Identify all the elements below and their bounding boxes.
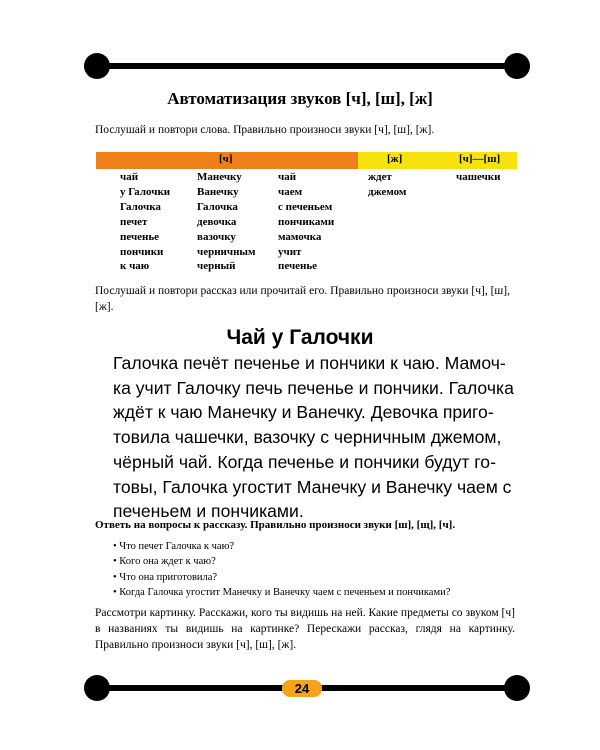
word: Ванечку — [197, 185, 239, 198]
word: пончиками — [278, 215, 335, 228]
question-item: • Кого она ждет к чаю? — [113, 556, 216, 568]
word: печет — [120, 215, 148, 228]
instruction-story: Послушай и повтори рассказ или прочитай его. Правильно произноси звуки [ч], [ш], [ж]. — [95, 285, 510, 313]
word: с печеньем — [278, 200, 333, 213]
word: черный — [197, 260, 236, 273]
story-line: ждёт к чаю Манечку и Ванечку. Девочка приго- — [113, 402, 494, 423]
story-line: товы, Галочка угостит Манечку и Ванечку чаем с — [113, 476, 512, 497]
story-text — [113, 351, 514, 524]
word: у Галочки — [120, 185, 171, 198]
questions-list — [113, 539, 450, 600]
top-right-dot — [504, 53, 530, 79]
word: Галочка — [120, 200, 161, 213]
word: чай — [278, 171, 297, 183]
word: вазочку — [197, 230, 236, 243]
top-rule — [92, 63, 516, 69]
word: чаем — [278, 185, 303, 198]
word: ждет — [368, 171, 392, 183]
word: чай — [120, 171, 139, 183]
table-header-ch-sh: [ч]—[ш] — [459, 153, 501, 165]
story-title: Чай у Галочки — [226, 326, 374, 349]
word: чашечки — [456, 171, 501, 183]
word: печенье — [120, 230, 160, 243]
story-line: Галочка печёт печенье и пончики к чаю. Мамоч- — [113, 353, 506, 373]
table-header-ch: [ч] — [219, 153, 233, 165]
bottom-right-dot — [504, 675, 530, 701]
word-column-5 — [456, 170, 500, 185]
bottom-left-dot — [84, 675, 110, 701]
question-item: • Что она приготовила? — [113, 571, 218, 583]
word: Галочка — [197, 200, 238, 213]
table-header-zh: [ж] — [387, 153, 403, 165]
question-item: • Когда Галочка угостит Манечку и Ванечку чаем с печеньем и пончиками? — [113, 586, 451, 598]
word: девочка — [197, 215, 237, 228]
instruction-picture: Рассмотри картинку. Расскажи, кого ты видишь на ней. Какие предметы со звуком [ч] в названиях ты видишь на картинке? Перескажи рассказ, глядя на картинку. Правильно произноси звуки [ч], [ш], [ж]. — [95, 607, 515, 651]
questions-title: Ответь на вопросы к рассказу. Правильно произноси звуки [ш], [щ], [ч]. — [95, 519, 456, 531]
word-column-2 — [197, 170, 256, 274]
word: учит — [278, 245, 302, 258]
word: черничным — [197, 245, 256, 258]
word: к чаю — [120, 260, 150, 273]
top-left-dot — [84, 53, 110, 79]
page-title: Автоматизация звуков [ч], [ш], [ж] — [167, 89, 433, 108]
word: Манечку — [197, 171, 242, 183]
word: пончики — [120, 245, 164, 258]
instruction-words: Послушай и повтори слова. Правильно произноси звуки [ч], [ш], [ж]. — [95, 124, 435, 136]
story-line: печеньем и пончиками. — [113, 501, 304, 522]
story-line: товила чашечки, вазочку с черничным джемом, — [113, 427, 502, 448]
word-column-1 — [120, 170, 170, 274]
word: джемом — [368, 185, 407, 198]
page-number: 24 — [282, 680, 322, 697]
story-line: ка учит Галочку печь печенье и пончики. Галочка — [113, 377, 514, 398]
word-column-4 — [368, 170, 406, 200]
question-item: • Что печет Галочка к чаю? — [113, 541, 235, 552]
story-line: чёрный чай. Когда печенье и пончики будут го- — [113, 451, 496, 472]
word: мамочка — [278, 230, 322, 243]
word-column-3 — [278, 170, 334, 274]
word: печенье — [278, 260, 318, 273]
